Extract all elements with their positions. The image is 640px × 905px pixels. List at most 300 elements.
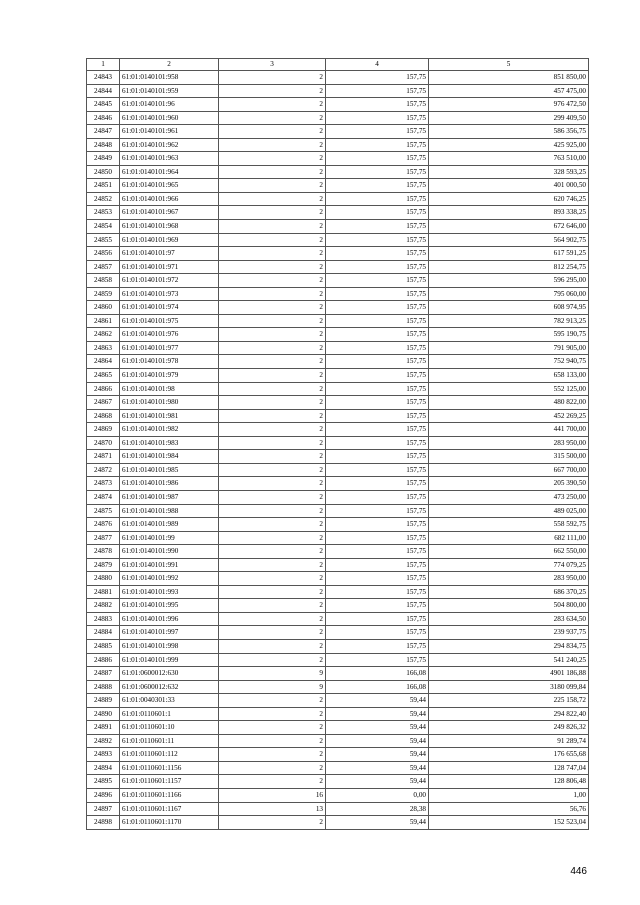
column-5-cell: 441 700,00: [429, 423, 589, 437]
column-5-cell: 782 913,25: [429, 314, 589, 328]
table-row: [87, 247, 589, 261]
column-4-cell: 59,44: [326, 721, 429, 735]
column-5-cell: 315 500,00: [429, 450, 589, 464]
cadastral-number-cell: 61:01:0110601:1157: [120, 775, 219, 789]
column-5-cell: 283 634,50: [429, 612, 589, 626]
table-row: [87, 599, 589, 613]
cadastral-number-cell: 61:01:0140101:97: [120, 247, 219, 261]
row-number-cell: 24848: [87, 138, 120, 152]
column-5-cell: 564 902,75: [429, 233, 589, 247]
table-row: [87, 531, 589, 545]
column-4-cell: 157,75: [326, 436, 429, 450]
row-number-cell: 24852: [87, 192, 120, 206]
column-4-cell: 157,75: [326, 423, 429, 437]
table-row: [87, 111, 589, 125]
column-5-cell: 294 822,40: [429, 707, 589, 721]
row-number-cell: 24880: [87, 572, 120, 586]
table-row: [87, 314, 589, 328]
table-row: [87, 680, 589, 694]
column-3-cell: 2: [219, 369, 326, 383]
table-row: [87, 450, 589, 464]
column-5-cell: 452 269,25: [429, 409, 589, 423]
cadastral-number-cell: 61:01:0140101:995: [120, 599, 219, 613]
column-4-cell: 157,75: [326, 341, 429, 355]
table-row: [87, 301, 589, 315]
cadastral-number-cell: 61:01:0140101:992: [120, 572, 219, 586]
column-4-cell: 157,75: [326, 111, 429, 125]
column-3-cell: 2: [219, 396, 326, 410]
column-3-cell: 2: [219, 206, 326, 220]
table-row: [87, 667, 589, 681]
column-4-cell: 157,75: [326, 220, 429, 234]
table-row: [87, 71, 589, 85]
column-4-cell: 157,75: [326, 179, 429, 193]
column-3-cell: 2: [219, 314, 326, 328]
column-5-cell: 425 925,00: [429, 138, 589, 152]
column-4-cell: 157,75: [326, 450, 429, 464]
cadastral-number-cell: 61:01:0140101:964: [120, 165, 219, 179]
column-header-3: 3: [219, 59, 326, 71]
table-row: [87, 585, 589, 599]
row-number-cell: 24893: [87, 748, 120, 762]
column-4-cell: 157,75: [326, 477, 429, 491]
row-number-cell: 24895: [87, 775, 120, 789]
cadastral-number-cell: 61:01:0140101:989: [120, 518, 219, 532]
table-row: [87, 436, 589, 450]
cadastral-number-cell: 61:01:0110601:1167: [120, 802, 219, 816]
cadastral-number-cell: 61:01:0140101:971: [120, 260, 219, 274]
column-4-cell: 157,75: [326, 355, 429, 369]
column-5-cell: 4901 186,88: [429, 667, 589, 681]
row-number-cell: 24872: [87, 463, 120, 477]
column-3-cell: 2: [219, 490, 326, 504]
table-row: [87, 734, 589, 748]
table-row: [87, 220, 589, 234]
column-5-cell: 489 025,00: [429, 504, 589, 518]
column-3-cell: 2: [219, 341, 326, 355]
column-3-cell: 2: [219, 585, 326, 599]
row-number-cell: 24865: [87, 369, 120, 383]
column-3-cell: 2: [219, 518, 326, 532]
column-3-cell: 2: [219, 572, 326, 586]
cadastral-number-cell: 61:01:0140101:975: [120, 314, 219, 328]
column-5-cell: 791 905,00: [429, 341, 589, 355]
table-row: [87, 748, 589, 762]
table-row: [87, 274, 589, 288]
column-5-cell: 3180 099,84: [429, 680, 589, 694]
column-4-cell: 157,75: [326, 247, 429, 261]
column-3-cell: 2: [219, 220, 326, 234]
row-number-cell: 24854: [87, 220, 120, 234]
table-row: [87, 477, 589, 491]
column-4-cell: 157,75: [326, 653, 429, 667]
column-3-cell: 2: [219, 653, 326, 667]
column-4-cell: 157,75: [326, 599, 429, 613]
column-4-cell: 157,75: [326, 572, 429, 586]
column-3-cell: 2: [219, 98, 326, 112]
cadastral-number-cell: 61:01:0140101:972: [120, 274, 219, 288]
cadastral-number-cell: 61:01:0600012:632: [120, 680, 219, 694]
column-4-cell: 166,08: [326, 680, 429, 694]
row-number-cell: 24858: [87, 274, 120, 288]
row-number-cell: 24851: [87, 179, 120, 193]
column-4-cell: 157,75: [326, 301, 429, 315]
column-4-cell: 59,44: [326, 761, 429, 775]
column-3-cell: 2: [219, 233, 326, 247]
column-4-cell: 157,75: [326, 639, 429, 653]
row-number-cell: 24888: [87, 680, 120, 694]
row-number-cell: 24862: [87, 328, 120, 342]
row-number-cell: 24844: [87, 84, 120, 98]
column-5-cell: 473 250,00: [429, 490, 589, 504]
column-3-cell: 9: [219, 680, 326, 694]
column-5-cell: 752 940,75: [429, 355, 589, 369]
table-row: [87, 504, 589, 518]
row-number-cell: 24885: [87, 639, 120, 653]
column-3-cell: 2: [219, 761, 326, 775]
column-3-cell: 2: [219, 639, 326, 653]
row-number-cell: 24898: [87, 816, 120, 830]
cadastral-number-cell: 61:01:0110601:1166: [120, 788, 219, 802]
column-5-cell: 682 111,00: [429, 531, 589, 545]
column-5-cell: 328 593,25: [429, 165, 589, 179]
cadastral-number-cell: 61:01:0110601:1170: [120, 816, 219, 830]
column-3-cell: 2: [219, 355, 326, 369]
row-number-cell: 24868: [87, 409, 120, 423]
column-5-cell: 558 592,75: [429, 518, 589, 532]
column-4-cell: 28,38: [326, 802, 429, 816]
column-5-cell: 851 850,00: [429, 71, 589, 85]
table-row: [87, 192, 589, 206]
column-3-cell: 2: [219, 301, 326, 315]
column-4-cell: 157,75: [326, 314, 429, 328]
row-number-cell: 24877: [87, 531, 120, 545]
column-5-cell: 480 822,00: [429, 396, 589, 410]
register-table: [86, 58, 589, 830]
row-number-cell: 24845: [87, 98, 120, 112]
row-number-cell: 24874: [87, 490, 120, 504]
cadastral-number-cell: 61:01:0140101:974: [120, 301, 219, 315]
table-row: [87, 369, 589, 383]
row-number-cell: 24847: [87, 125, 120, 139]
column-3-cell: 2: [219, 558, 326, 572]
table-row: [87, 233, 589, 247]
column-4-cell: 157,75: [326, 490, 429, 504]
table-body: [87, 71, 589, 830]
column-4-cell: 157,75: [326, 612, 429, 626]
column-3-cell: 2: [219, 450, 326, 464]
column-4-cell: 157,75: [326, 328, 429, 342]
column-4-cell: 157,75: [326, 382, 429, 396]
cadastral-number-cell: 61:01:0140101:990: [120, 545, 219, 559]
column-4-cell: 157,75: [326, 98, 429, 112]
cadastral-number-cell: 61:01:0140101:99: [120, 531, 219, 545]
column-4-cell: 157,75: [326, 558, 429, 572]
cadastral-number-cell: 61:01:0110601:11: [120, 734, 219, 748]
cadastral-number-cell: 61:01:0140101:959: [120, 84, 219, 98]
cadastral-number-cell: 61:01:0140101:965: [120, 179, 219, 193]
column-5-cell: 617 591,25: [429, 247, 589, 261]
column-4-cell: 157,75: [326, 152, 429, 166]
table-row: [87, 341, 589, 355]
row-number-cell: 24863: [87, 341, 120, 355]
row-number-cell: 24859: [87, 287, 120, 301]
column-3-cell: 2: [219, 409, 326, 423]
column-4-cell: 157,75: [326, 192, 429, 206]
cadastral-number-cell: 61:01:0140101:986: [120, 477, 219, 491]
column-5-cell: 662 550,00: [429, 545, 589, 559]
column-3-cell: 2: [219, 179, 326, 193]
table-row: [87, 572, 589, 586]
cadastral-number-cell: 61:01:0140101:993: [120, 585, 219, 599]
column-4-cell: 157,75: [326, 206, 429, 220]
column-3-cell: 2: [219, 748, 326, 762]
row-number-cell: 24866: [87, 382, 120, 396]
column-3-cell: 2: [219, 84, 326, 98]
table-row: [87, 816, 589, 830]
column-5-cell: 976 472,50: [429, 98, 589, 112]
column-3-cell: 2: [219, 165, 326, 179]
column-3-cell: 2: [219, 192, 326, 206]
row-number-cell: 24853: [87, 206, 120, 220]
column-4-cell: 157,75: [326, 138, 429, 152]
row-number-cell: 24869: [87, 423, 120, 437]
cadastral-number-cell: 61:01:0140101:987: [120, 490, 219, 504]
column-5-cell: 225 158,72: [429, 694, 589, 708]
column-3-cell: 2: [219, 477, 326, 491]
row-number-cell: 24857: [87, 260, 120, 274]
cadastral-number-cell: 61:01:0140101:998: [120, 639, 219, 653]
column-4-cell: 157,75: [326, 369, 429, 383]
table-row: [87, 287, 589, 301]
column-3-cell: 16: [219, 788, 326, 802]
column-5-cell: 128 747,04: [429, 761, 589, 775]
column-header-5: 5: [429, 59, 589, 71]
column-4-cell: 157,75: [326, 585, 429, 599]
column-4-cell: 59,44: [326, 748, 429, 762]
column-5-cell: 457 475,00: [429, 84, 589, 98]
column-3-cell: 2: [219, 125, 326, 139]
table-row: [87, 612, 589, 626]
column-4-cell: 157,75: [326, 260, 429, 274]
cadastral-number-cell: 61:01:0140101:968: [120, 220, 219, 234]
cadastral-number-cell: 61:01:0140101:982: [120, 423, 219, 437]
column-3-cell: 2: [219, 816, 326, 830]
row-number-cell: 24843: [87, 71, 120, 85]
table-row: [87, 396, 589, 410]
cadastral-number-cell: 61:01:0140101:98: [120, 382, 219, 396]
cadastral-number-cell: 61:01:0140101:976: [120, 328, 219, 342]
column-5-cell: 774 079,25: [429, 558, 589, 572]
table-row: [87, 802, 589, 816]
cadastral-number-cell: 61:01:0140101:978: [120, 355, 219, 369]
row-number-cell: 24876: [87, 518, 120, 532]
row-number-cell: 24860: [87, 301, 120, 315]
table-row: [87, 423, 589, 437]
column-5-cell: 283 950,00: [429, 436, 589, 450]
row-number-cell: 24871: [87, 450, 120, 464]
table-row: [87, 653, 589, 667]
column-5-cell: 91 289,74: [429, 734, 589, 748]
row-number-cell: 24846: [87, 111, 120, 125]
column-3-cell: 2: [219, 247, 326, 261]
column-5-cell: 795 060,00: [429, 287, 589, 301]
row-number-cell: 24894: [87, 761, 120, 775]
header-row: [87, 59, 589, 71]
column-3-cell: 2: [219, 694, 326, 708]
column-3-cell: 9: [219, 667, 326, 681]
row-number-cell: 24890: [87, 707, 120, 721]
cadastral-number-cell: 61:01:0140101:966: [120, 192, 219, 206]
table-row: [87, 518, 589, 532]
column-4-cell: 157,75: [326, 287, 429, 301]
row-number-cell: 24870: [87, 436, 120, 450]
column-5-cell: 152 523,04: [429, 816, 589, 830]
row-number-cell: 24875: [87, 504, 120, 518]
table-row: [87, 138, 589, 152]
column-4-cell: 157,75: [326, 504, 429, 518]
column-5-cell: 658 133,00: [429, 369, 589, 383]
cadastral-number-cell: 61:01:0110601:1: [120, 707, 219, 721]
table-row: [87, 721, 589, 735]
column-5-cell: 586 356,75: [429, 125, 589, 139]
column-5-cell: 205 390,50: [429, 477, 589, 491]
column-5-cell: 686 370,25: [429, 585, 589, 599]
row-number-cell: 24856: [87, 247, 120, 261]
column-3-cell: 2: [219, 274, 326, 288]
page-number: 446: [570, 866, 587, 877]
column-3-cell: 2: [219, 260, 326, 274]
cadastral-number-cell: 61:01:0600012:630: [120, 667, 219, 681]
column-3-cell: 2: [219, 138, 326, 152]
column-5-cell: 504 800,00: [429, 599, 589, 613]
column-3-cell: 2: [219, 612, 326, 626]
table-row: [87, 639, 589, 653]
column-5-cell: 620 746,25: [429, 192, 589, 206]
cadastral-number-cell: 61:01:0140101:96: [120, 98, 219, 112]
column-4-cell: 157,75: [326, 125, 429, 139]
column-5-cell: 667 700,00: [429, 463, 589, 477]
row-number-cell: 24889: [87, 694, 120, 708]
column-header-1: 1: [87, 59, 120, 71]
column-5-cell: 176 655,68: [429, 748, 589, 762]
row-number-cell: 24891: [87, 721, 120, 735]
column-3-cell: 2: [219, 382, 326, 396]
row-number-cell: 24897: [87, 802, 120, 816]
column-5-cell: 893 338,25: [429, 206, 589, 220]
cadastral-number-cell: 61:01:0110601:112: [120, 748, 219, 762]
cadastral-number-cell: 61:01:0140101:958: [120, 71, 219, 85]
table-row: [87, 626, 589, 640]
table-row: [87, 165, 589, 179]
column-5-cell: 294 834,75: [429, 639, 589, 653]
column-3-cell: 2: [219, 71, 326, 85]
table-row: [87, 409, 589, 423]
column-4-cell: 59,44: [326, 734, 429, 748]
cadastral-number-cell: 61:01:0140101:991: [120, 558, 219, 572]
column-3-cell: 2: [219, 436, 326, 450]
row-number-cell: 24864: [87, 355, 120, 369]
row-number-cell: 24896: [87, 788, 120, 802]
cadastral-number-cell: 61:01:0140101:969: [120, 233, 219, 247]
column-4-cell: 157,75: [326, 531, 429, 545]
column-3-cell: 2: [219, 328, 326, 342]
table-row: [87, 775, 589, 789]
column-3-cell: 2: [219, 599, 326, 613]
column-4-cell: 59,44: [326, 694, 429, 708]
cadastral-number-cell: 61:01:0110601:1156: [120, 761, 219, 775]
column-4-cell: 157,75: [326, 545, 429, 559]
row-number-cell: 24886: [87, 653, 120, 667]
cadastral-number-cell: 61:01:0140101:973: [120, 287, 219, 301]
column-4-cell: 59,44: [326, 775, 429, 789]
cadastral-number-cell: 61:01:0140101:961: [120, 125, 219, 139]
table-row: [87, 125, 589, 139]
column-3-cell: 2: [219, 463, 326, 477]
column-5-cell: 299 409,50: [429, 111, 589, 125]
column-5-cell: 812 254,75: [429, 260, 589, 274]
column-3-cell: 13: [219, 802, 326, 816]
row-number-cell: 24867: [87, 396, 120, 410]
column-3-cell: 2: [219, 734, 326, 748]
cadastral-number-cell: 61:01:0140101:984: [120, 450, 219, 464]
table-row: [87, 694, 589, 708]
column-5-cell: 249 826,32: [429, 721, 589, 735]
row-number-cell: 24884: [87, 626, 120, 640]
cadastral-number-cell: 61:01:0040301:33: [120, 694, 219, 708]
column-4-cell: 166,08: [326, 667, 429, 681]
column-3-cell: 2: [219, 504, 326, 518]
cadastral-number-cell: 61:01:0140101:980: [120, 396, 219, 410]
cadastral-number-cell: 61:01:0140101:997: [120, 626, 219, 640]
row-number-cell: 24850: [87, 165, 120, 179]
column-3-cell: 2: [219, 775, 326, 789]
cadastral-number-cell: 61:01:0140101:985: [120, 463, 219, 477]
column-4-cell: 59,44: [326, 816, 429, 830]
column-5-cell: 128 806,48: [429, 775, 589, 789]
table-row: [87, 84, 589, 98]
row-number-cell: 24849: [87, 152, 120, 166]
column-4-cell: 157,75: [326, 518, 429, 532]
column-5-cell: 595 190,75: [429, 328, 589, 342]
table-row: [87, 260, 589, 274]
column-3-cell: 2: [219, 423, 326, 437]
row-number-cell: 24861: [87, 314, 120, 328]
row-number-cell: 24887: [87, 667, 120, 681]
row-number-cell: 24883: [87, 612, 120, 626]
table-row: [87, 707, 589, 721]
table-row: [87, 355, 589, 369]
cadastral-number-cell: 61:01:0140101:981: [120, 409, 219, 423]
column-4-cell: 59,44: [326, 707, 429, 721]
cadastral-number-cell: 61:01:0140101:962: [120, 138, 219, 152]
cadastral-number-cell: 61:01:0140101:967: [120, 206, 219, 220]
column-4-cell: 0,00: [326, 788, 429, 802]
row-number-cell: 24873: [87, 477, 120, 491]
table-row: [87, 545, 589, 559]
row-number-cell: 24855: [87, 233, 120, 247]
column-4-cell: 157,75: [326, 233, 429, 247]
cadastral-number-cell: 61:01:0140101:983: [120, 436, 219, 450]
column-3-cell: 2: [219, 531, 326, 545]
row-number-cell: 24892: [87, 734, 120, 748]
cadastral-number-cell: 61:01:0140101:988: [120, 504, 219, 518]
column-4-cell: 157,75: [326, 165, 429, 179]
column-5-cell: 283 950,00: [429, 572, 589, 586]
table-row: [87, 206, 589, 220]
column-header-4: 4: [326, 59, 429, 71]
column-header-2: 2: [120, 59, 219, 71]
